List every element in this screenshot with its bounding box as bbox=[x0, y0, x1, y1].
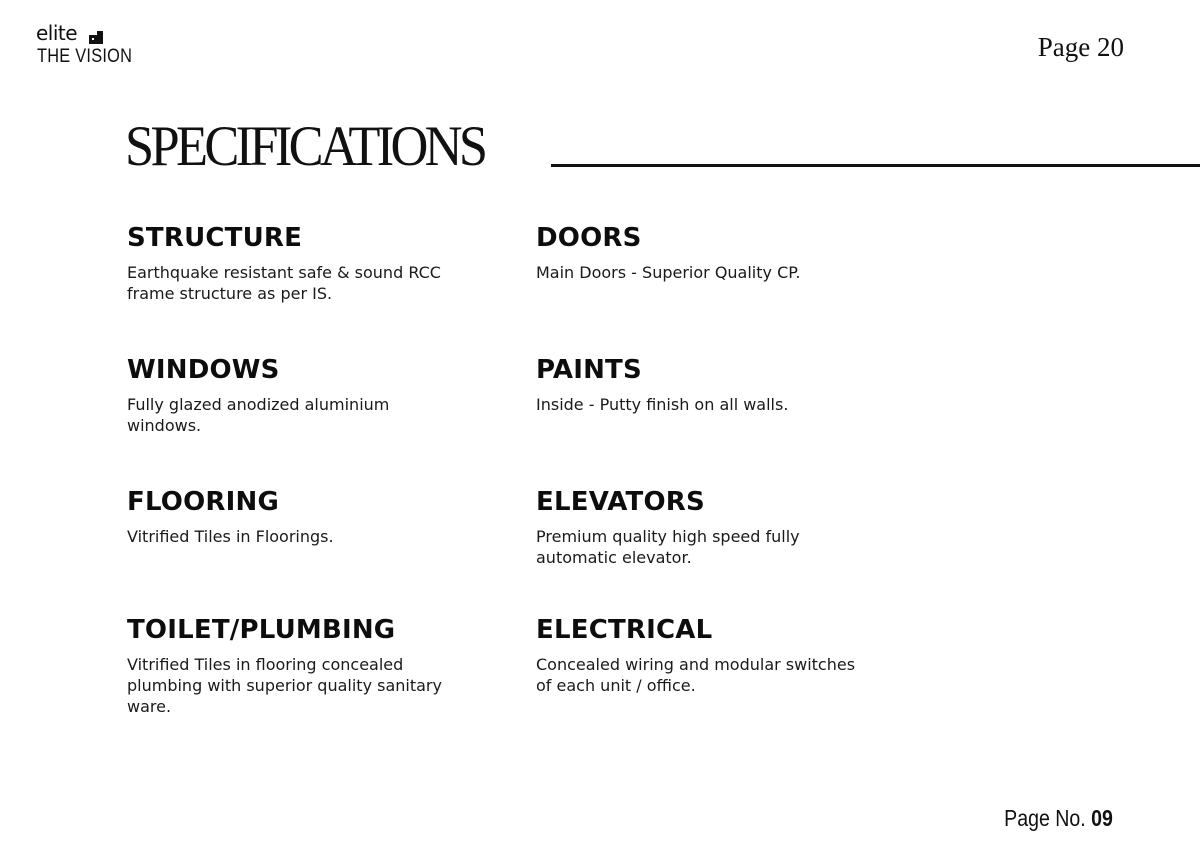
spec-text: Inside - Putty finish on all walls. bbox=[536, 395, 789, 414]
page-number-prefix: Page No. bbox=[1004, 805, 1086, 831]
spec-text: Main Doors - Superior Quality CP. bbox=[536, 263, 801, 282]
spec-elevators bbox=[536, 486, 866, 568]
page-label: Page 20 bbox=[1037, 32, 1124, 62]
spec-doors bbox=[536, 222, 866, 283]
spec-heading: WINDOWS bbox=[127, 355, 280, 385]
brand-logo bbox=[36, 22, 140, 70]
page-number bbox=[1004, 803, 1113, 833]
spec-heading: FLOORING bbox=[127, 487, 280, 517]
spec-heading: TOILET/PLUMBING bbox=[127, 615, 396, 645]
spec-flooring bbox=[127, 486, 457, 547]
spec-text: Vitrified Tiles in flooring concealed plumbing with superior quality sanitary ware. bbox=[127, 655, 442, 716]
spec-heading: PAINTS bbox=[536, 355, 642, 385]
spec-text: Concealed wiring and modular switches of each unit / office. bbox=[536, 655, 856, 695]
page-number-value: 09 bbox=[1091, 805, 1113, 831]
brand-logo-line2: THE VISION bbox=[37, 46, 133, 67]
spec-heading: STRUCTURE bbox=[127, 223, 303, 253]
building-icon bbox=[89, 31, 103, 44]
spec-text: Vitrified Tiles in Floorings. bbox=[127, 527, 334, 546]
spec-text: Fully glazed anodized aluminium windows. bbox=[127, 395, 390, 435]
spec-text: Premium quality high speed fully automatic elevator. bbox=[536, 527, 800, 567]
spec-toilet-plumbing bbox=[127, 614, 457, 717]
spec-paints bbox=[536, 354, 866, 415]
title-divider bbox=[551, 164, 1200, 167]
spec-text: Earthquake resistant safe & sound RCC frame structure as per IS. bbox=[127, 263, 441, 303]
spec-heading: ELEVATORS bbox=[536, 487, 705, 517]
spec-electrical bbox=[536, 614, 866, 696]
spec-heading: DOORS bbox=[536, 223, 642, 253]
spec-heading: ELECTRICAL bbox=[536, 615, 713, 645]
page-title: SPECIFICATIONS bbox=[125, 115, 485, 178]
spec-windows bbox=[127, 354, 457, 436]
brand-logo-line1: elite bbox=[36, 21, 78, 45]
spec-structure bbox=[127, 222, 457, 304]
